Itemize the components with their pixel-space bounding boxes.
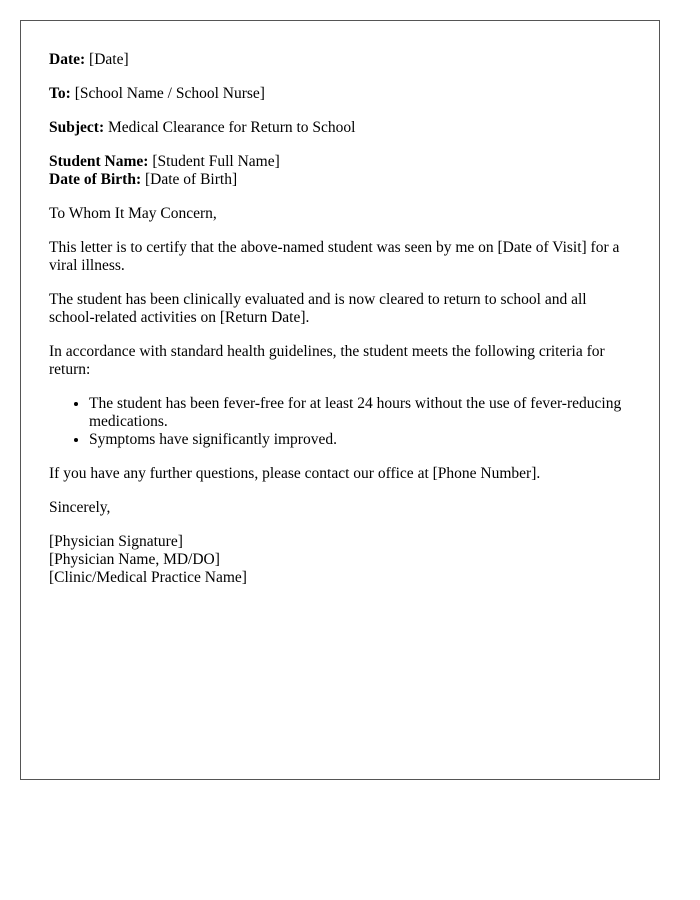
practice-name: [Clinic/Medical Practice Name] — [49, 569, 247, 586]
to-line — [49, 85, 631, 103]
student-name-value: [Student Full Name] — [152, 153, 280, 170]
date-label: Date: — [49, 51, 86, 68]
subject-value: Medical Clearance for Return to School — [107, 119, 356, 136]
to-value: [School Name / School Nurse] — [74, 85, 265, 102]
dob-label: Date of Birth: — [49, 171, 142, 188]
date-line — [49, 51, 631, 69]
paragraph-criteria-intro: In accordance with standard health guidelines, the student meets the following criteria for return: — [49, 343, 605, 378]
student-name-line — [49, 153, 631, 171]
dob-line — [49, 171, 631, 189]
to-label: To: — [49, 85, 71, 102]
list-item: • Symptoms have significantly improved. — [89, 431, 631, 449]
subject-line — [49, 119, 631, 137]
subject-label: Subject: — [49, 119, 105, 136]
signature-block — [49, 533, 631, 587]
list-item: • The student has been fever-free for at least 24 hours without the use of fever-reducing medications. — [89, 395, 631, 431]
student-name-label: Student Name: — [49, 153, 149, 170]
paragraph-clearance: The student has been clinically evaluated and is now cleared to return to school and all school-related activities on [Return Date]. — [49, 291, 587, 326]
letter-page — [20, 20, 660, 780]
criteria-list — [49, 395, 631, 449]
dob-value: [Date of Birth] — [145, 171, 238, 188]
paragraph-contact: If you have any further questions, please contact our office at [Phone Number]. — [49, 465, 541, 482]
paragraph-visit: This letter is to certify that the above-named student was seen by me on [Date of Visit] for a viral illness. — [49, 239, 620, 274]
salutation: To Whom It May Concern, — [49, 205, 217, 222]
sign-off: Sincerely, — [49, 499, 111, 516]
date-value: [Date] — [89, 51, 129, 68]
physician-signature: [Physician Signature] — [49, 533, 183, 550]
physician-name: [Physician Name, MD/DO] — [49, 551, 220, 568]
student-info — [49, 153, 631, 189]
